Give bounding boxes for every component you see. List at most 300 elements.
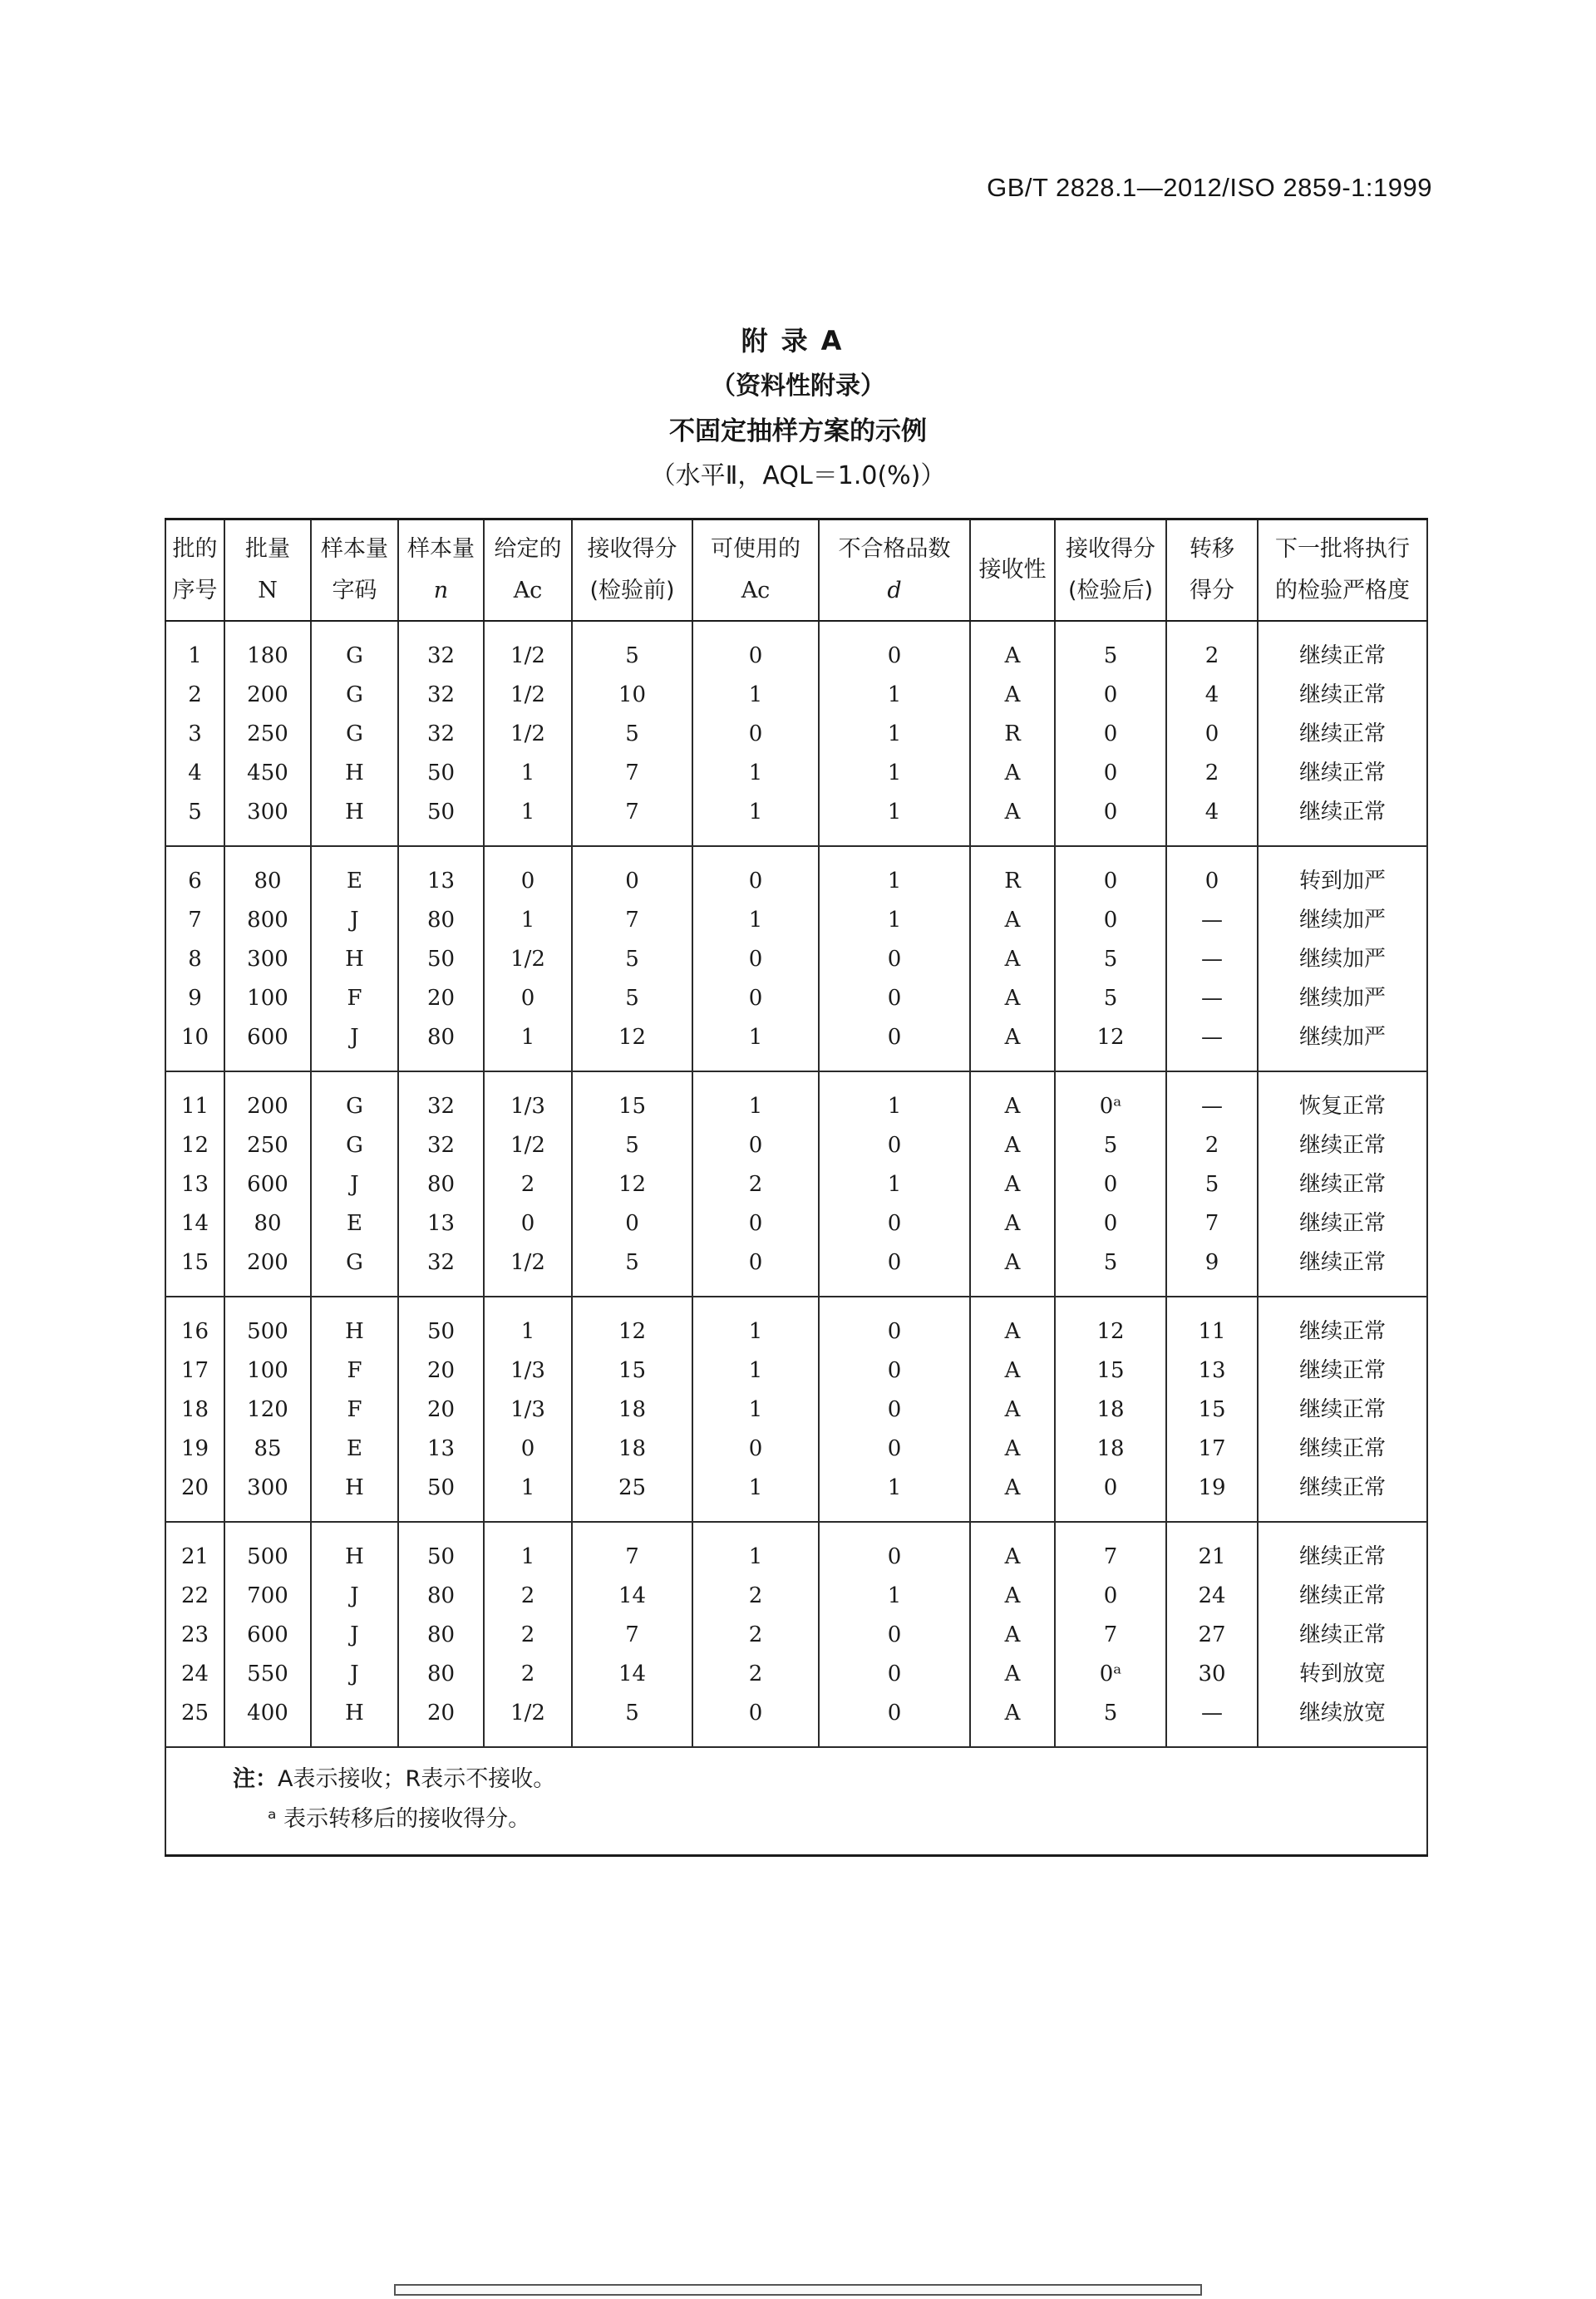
table-cell: 1: [819, 754, 970, 793]
table-cell: G: [311, 1243, 398, 1297]
table-cell: J: [311, 901, 398, 940]
table-cell: —: [1166, 940, 1258, 979]
table-cell: A: [970, 1430, 1055, 1469]
table-cell: 1/2: [484, 940, 572, 979]
table-cell: A: [970, 1204, 1055, 1243]
table-row: [165, 1165, 1427, 1204]
table-cell: 1: [819, 715, 970, 754]
table-cell: 21: [165, 1522, 224, 1577]
page-footer-bar: [394, 2284, 1202, 2296]
table-cell: 1: [819, 1577, 970, 1616]
table-row: [165, 1297, 1427, 1351]
table-row: [165, 1522, 1427, 1577]
table-cell: 继续正常: [1258, 1430, 1427, 1469]
table-cell: 22: [165, 1577, 224, 1616]
table-cell: —: [1166, 1018, 1258, 1071]
col-header-switching-score: 转移 得分: [1166, 519, 1258, 622]
table-cell: G: [311, 1126, 398, 1165]
table-cell: A: [970, 1351, 1055, 1391]
table-cell: 600: [224, 1165, 311, 1204]
table-cell: 1: [692, 1018, 819, 1071]
table-cell: 0: [1055, 793, 1166, 846]
table-cell: 5: [572, 1243, 692, 1297]
table-cell: A: [970, 1243, 1055, 1297]
table-cell: 1: [692, 1071, 819, 1126]
table-cell: A: [970, 1616, 1055, 1655]
table-cell: 250: [224, 1126, 311, 1165]
table-cell: 5: [572, 621, 692, 676]
table-cell: 4: [1166, 676, 1258, 715]
table-row: [165, 793, 1427, 846]
sampling-plan-table: [165, 518, 1428, 1857]
table-cell: 0: [819, 1018, 970, 1071]
standard-code: GB/T 2828.1—2012/ISO 2859-1:1999: [987, 173, 1432, 202]
table-cell: 0: [1055, 1165, 1166, 1204]
table-cell: 1/2: [484, 1126, 572, 1165]
table-cell: 10: [165, 1018, 224, 1071]
table-cell: 200: [224, 1243, 311, 1297]
table-cell: —: [1166, 1071, 1258, 1126]
table-cell: A: [970, 1391, 1055, 1430]
table-cell: 0: [1055, 754, 1166, 793]
table-cell: 15: [165, 1243, 224, 1297]
table-cell: 2: [484, 1616, 572, 1655]
col-header-sample-size: 样本量 n: [398, 519, 484, 622]
table-cell: 0: [692, 1694, 819, 1747]
table-cell: H: [311, 793, 398, 846]
table-cell: 0: [1055, 715, 1166, 754]
table-cell: 400: [224, 1694, 311, 1747]
table-cell: 5: [1055, 979, 1166, 1018]
table-cell: 80: [224, 1204, 311, 1243]
table-cell: A: [970, 1577, 1055, 1616]
table-row: [165, 715, 1427, 754]
table-cell: A: [970, 1694, 1055, 1747]
table-cell: 50: [398, 1522, 484, 1577]
table-cell: R: [970, 846, 1055, 901]
table-cell: 1: [819, 793, 970, 846]
table-cell: 继续正常: [1258, 1165, 1427, 1204]
table-cell: 0: [819, 1616, 970, 1655]
table-cell: A: [970, 1126, 1055, 1165]
table-cell: 30: [1166, 1655, 1258, 1694]
table-cell: 1: [692, 1297, 819, 1351]
table-cell: 1: [692, 754, 819, 793]
table-cell: 0ᵃ: [1055, 1071, 1166, 1126]
table-cell: 300: [224, 940, 311, 979]
table-cell: 7: [1166, 1204, 1258, 1243]
table-cell: 0: [692, 1430, 819, 1469]
table-cell: 继续正常: [1258, 715, 1427, 754]
table-row: [165, 1469, 1427, 1522]
table-cell: 0: [819, 1243, 970, 1297]
table-cell: 1/2: [484, 1694, 572, 1747]
table-cell: G: [311, 676, 398, 715]
table-cell: 500: [224, 1297, 311, 1351]
table-row: [165, 1655, 1427, 1694]
table-cell: A: [970, 1018, 1055, 1071]
table-cell: 14: [572, 1655, 692, 1694]
table-cell: 1: [692, 1469, 819, 1522]
table-cell: 80: [398, 1655, 484, 1694]
table-header-row: [165, 519, 1427, 622]
table-row: [165, 1351, 1427, 1391]
table-cell: —: [1166, 979, 1258, 1018]
table-cell: 0: [692, 1204, 819, 1243]
table-cell: 继续正常: [1258, 1297, 1427, 1351]
table-cell: 1: [819, 901, 970, 940]
table-cell: A: [970, 1071, 1055, 1126]
table-cell: A: [970, 901, 1055, 940]
table-cell: 7: [572, 901, 692, 940]
table-cell: A: [970, 621, 1055, 676]
table-cell: 5: [1055, 1126, 1166, 1165]
table-cell: 19: [1166, 1469, 1258, 1522]
table-cell: 继续正常: [1258, 793, 1427, 846]
table-cell: 20: [165, 1469, 224, 1522]
table-row: [165, 846, 1427, 901]
table-body: [165, 621, 1427, 1747]
table-cell: 1: [819, 846, 970, 901]
table-cell: 继续正常: [1258, 1243, 1427, 1297]
table-cell: 继续正常: [1258, 1391, 1427, 1430]
table-cell: 2: [692, 1165, 819, 1204]
table-cell: 7: [572, 754, 692, 793]
table-cell: 7: [572, 1616, 692, 1655]
table-cell: 9: [1166, 1243, 1258, 1297]
table-cell: —: [1166, 1694, 1258, 1747]
table-cell: 32: [398, 676, 484, 715]
table-cell: 5: [1166, 1165, 1258, 1204]
table-cell: 3: [165, 715, 224, 754]
table-row: [165, 1018, 1427, 1071]
table-cell: E: [311, 1204, 398, 1243]
table-cell: 恢复正常: [1258, 1071, 1427, 1126]
table-cell: 50: [398, 1469, 484, 1522]
table-cell: 1/3: [484, 1351, 572, 1391]
col-header-next-severity: 下一批将执行 的检验严格度: [1258, 519, 1427, 622]
table-cell: 0: [572, 1204, 692, 1243]
table-cell: 2: [1166, 1126, 1258, 1165]
table-cell: —: [1166, 901, 1258, 940]
table-cell: 0ᵃ: [1055, 1655, 1166, 1694]
table-cell: 13: [398, 1204, 484, 1243]
table-cell: 5: [572, 715, 692, 754]
table-cell: 14: [165, 1204, 224, 1243]
col-header-usable-ac: 可使用的 Ac: [692, 519, 819, 622]
table-cell: 80: [398, 1165, 484, 1204]
table-cell: J: [311, 1616, 398, 1655]
table-cell: 0: [484, 979, 572, 1018]
table-cell: 0: [1055, 846, 1166, 901]
table-cell: 1/2: [484, 676, 572, 715]
table-cell: 继续放宽: [1258, 1694, 1427, 1747]
col-header-lot-no: 批的 序号: [165, 519, 224, 622]
table-cell: 0: [692, 940, 819, 979]
table-cell: J: [311, 1018, 398, 1071]
table-cell: 700: [224, 1577, 311, 1616]
table-cell: 200: [224, 1071, 311, 1126]
table-cell: 20: [398, 1694, 484, 1747]
table-cell: 继续正常: [1258, 1469, 1427, 1522]
table-cell: A: [970, 1297, 1055, 1351]
table-cell: 16: [165, 1297, 224, 1351]
note-line-1: A表示接收；R表示不接收。: [278, 1766, 556, 1792]
table-cell: 4: [1166, 793, 1258, 846]
note-row: [165, 1747, 1427, 1856]
table-cell: 1: [692, 1522, 819, 1577]
table-cell: 2: [1166, 754, 1258, 793]
table-cell: 1: [484, 1297, 572, 1351]
table-cell: 转到加严: [1258, 846, 1427, 901]
table-cell: 1: [819, 1165, 970, 1204]
table-cell: 0: [692, 1126, 819, 1165]
table-cell: A: [970, 676, 1055, 715]
table-cell: 18: [572, 1391, 692, 1430]
table-cell: 80: [398, 1616, 484, 1655]
table-cell: 继续正常: [1258, 1522, 1427, 1577]
table-row: [165, 621, 1427, 676]
col-header-code-letter: 样本量 字码: [311, 519, 398, 622]
table-cell: 450: [224, 754, 311, 793]
table-cell: 80: [224, 846, 311, 901]
table-cell: 600: [224, 1018, 311, 1071]
table-cell: 18: [165, 1391, 224, 1430]
table-cell: 20: [398, 1351, 484, 1391]
table-cell: 32: [398, 621, 484, 676]
table-cell: 2: [484, 1577, 572, 1616]
table-cell: 32: [398, 1126, 484, 1165]
table-cell: F: [311, 1351, 398, 1391]
table-cell: 300: [224, 793, 311, 846]
table-cell: 800: [224, 901, 311, 940]
table-cell: J: [311, 1655, 398, 1694]
table-cell: 0: [1055, 1204, 1166, 1243]
table-cell: G: [311, 715, 398, 754]
col-header-nonconforming: 不合格品数 d: [819, 519, 970, 622]
table-cell: 50: [398, 1297, 484, 1351]
table-cell: 200: [224, 676, 311, 715]
table-cell: J: [311, 1577, 398, 1616]
note-line-2: ᵃ 表示转移后的接收得分。: [268, 1806, 531, 1832]
table-row: [165, 1577, 1427, 1616]
table-cell: 1: [484, 901, 572, 940]
table-cell: 1: [165, 621, 224, 676]
table-cell: 85: [224, 1430, 311, 1469]
table-cell: H: [311, 754, 398, 793]
table-row: [165, 1694, 1427, 1747]
table-cell: 0: [1055, 676, 1166, 715]
table-cell: 23: [165, 1616, 224, 1655]
table-cell: E: [311, 1430, 398, 1469]
table-cell: 继续加严: [1258, 940, 1427, 979]
table-cell: 5: [572, 1126, 692, 1165]
table-cell: 10: [572, 676, 692, 715]
table-cell: 0: [819, 979, 970, 1018]
table-cell: 100: [224, 1351, 311, 1391]
col-header-score-after: 接收得分 (检验后): [1055, 519, 1166, 622]
table-cell: 1: [692, 901, 819, 940]
table-cell: G: [311, 621, 398, 676]
table-cell: 1: [692, 1351, 819, 1391]
table-cell: 32: [398, 1243, 484, 1297]
table-cell: 50: [398, 754, 484, 793]
table-cell: 17: [1166, 1430, 1258, 1469]
table-row: [165, 901, 1427, 940]
table-cell: 12: [165, 1126, 224, 1165]
table-cell: 8: [165, 940, 224, 979]
table-row: [165, 676, 1427, 715]
table-cell: 1: [819, 1071, 970, 1126]
table-cell: 13: [398, 846, 484, 901]
table-cell: 0: [1166, 846, 1258, 901]
table-cell: E: [311, 846, 398, 901]
table-cell: 继续加严: [1258, 901, 1427, 940]
table-row: [165, 1204, 1427, 1243]
table-cell: 11: [165, 1071, 224, 1126]
table-cell: 1: [484, 793, 572, 846]
table-cell: 1/2: [484, 715, 572, 754]
table-cell: 80: [398, 901, 484, 940]
table-cell: 1: [692, 1391, 819, 1430]
table-cell: 0: [572, 846, 692, 901]
table-cell: 50: [398, 940, 484, 979]
table-row: [165, 940, 1427, 979]
table-cell: 80: [398, 1018, 484, 1071]
table-cell: 7: [1055, 1522, 1166, 1577]
table-cell: 7: [1055, 1616, 1166, 1655]
table-cell: 2: [484, 1655, 572, 1694]
table-cell: 18: [1055, 1430, 1166, 1469]
table-cell: 2: [692, 1655, 819, 1694]
col-header-given-ac: 给定的 Ac: [484, 519, 572, 622]
table-cell: H: [311, 1297, 398, 1351]
table-cell: 1/3: [484, 1071, 572, 1126]
table-cell: 5: [572, 940, 692, 979]
table-cell: 18: [572, 1430, 692, 1469]
table-cell: 继续加严: [1258, 1018, 1427, 1071]
table-cell: 7: [165, 901, 224, 940]
table-cell: 80: [398, 1577, 484, 1616]
table-cell: 1: [484, 1469, 572, 1522]
annex-headings: [0, 320, 1596, 500]
table-cell: 0: [1055, 1469, 1166, 1522]
note-label: 注：: [233, 1766, 278, 1792]
table-cell: 0: [819, 1297, 970, 1351]
table-cell: 12: [572, 1165, 692, 1204]
table-cell: 24: [165, 1655, 224, 1694]
table-cell: 继续加严: [1258, 979, 1427, 1018]
table-cell: G: [311, 1071, 398, 1126]
table-cell: F: [311, 979, 398, 1018]
table-cell: 继续正常: [1258, 1577, 1427, 1616]
table-cell: 5: [572, 1694, 692, 1747]
table-cell: 0: [819, 1655, 970, 1694]
table-cell: 15: [572, 1071, 692, 1126]
table-cell: 32: [398, 1071, 484, 1126]
col-header-lot-size: 批量 N: [224, 519, 311, 622]
table-cell: 0: [819, 1391, 970, 1430]
table-cell: 27: [1166, 1616, 1258, 1655]
table-cell: 0: [819, 1204, 970, 1243]
table-cell: 15: [1055, 1351, 1166, 1391]
table-cell: 17: [165, 1351, 224, 1391]
table-cell: 25: [165, 1694, 224, 1747]
table-cell: 9: [165, 979, 224, 1018]
table-cell: 0: [484, 1204, 572, 1243]
table-cell: A: [970, 793, 1055, 846]
table-cell: 32: [398, 715, 484, 754]
table-cell: 转到放宽: [1258, 1655, 1427, 1694]
table-cell: H: [311, 1694, 398, 1747]
table-cell: 50: [398, 793, 484, 846]
table-cell: 5: [572, 979, 692, 1018]
table-cell: 0: [692, 1243, 819, 1297]
table-cell: 25: [572, 1469, 692, 1522]
table-cell: 550: [224, 1655, 311, 1694]
table-cell: 继续正常: [1258, 621, 1427, 676]
table-cell: 0: [1166, 715, 1258, 754]
table-cell: 12: [572, 1297, 692, 1351]
table-cell: 5: [1055, 940, 1166, 979]
table-cell: 继续正常: [1258, 1616, 1427, 1655]
table-cell: 11: [1166, 1297, 1258, 1351]
table-cell: 1: [819, 676, 970, 715]
annex-condition: （水平Ⅱ，AQL＝1.0(%)）: [650, 461, 946, 490]
table-row: [165, 1071, 1427, 1126]
table-cell: A: [970, 1655, 1055, 1694]
table-cell: 300: [224, 1469, 311, 1522]
table-cell: 1: [484, 754, 572, 793]
table-cell: 1/3: [484, 1391, 572, 1430]
table-cell: 0: [1055, 901, 1166, 940]
table-cell: 180: [224, 621, 311, 676]
table-cell: 0: [1055, 1577, 1166, 1616]
table-note: [165, 1747, 1427, 1856]
table-cell: 继续正常: [1258, 676, 1427, 715]
table-cell: 0: [819, 1694, 970, 1747]
table-cell: 13: [165, 1165, 224, 1204]
table-cell: 120: [224, 1391, 311, 1430]
table-row: [165, 1616, 1427, 1655]
table-cell: 24: [1166, 1577, 1258, 1616]
table-row: [165, 1391, 1427, 1430]
table-cell: A: [970, 1522, 1055, 1577]
table-cell: 1: [484, 1522, 572, 1577]
table-cell: 5: [165, 793, 224, 846]
table-cell: 7: [572, 1522, 692, 1577]
table-cell: 100: [224, 979, 311, 1018]
table-cell: A: [970, 1469, 1055, 1522]
table-cell: 0: [692, 715, 819, 754]
col-header-score-before: 接收得分 (检验前): [572, 519, 692, 622]
table-cell: 2: [1166, 621, 1258, 676]
table-cell: J: [311, 1165, 398, 1204]
table-cell: 1/2: [484, 1243, 572, 1297]
col-header-acceptability: 接收性: [970, 519, 1055, 622]
table-cell: 600: [224, 1616, 311, 1655]
table-cell: 0: [819, 1430, 970, 1469]
table-cell: 1: [692, 793, 819, 846]
table-cell: 20: [398, 1391, 484, 1430]
table-cell: 20: [398, 979, 484, 1018]
table-cell: A: [970, 940, 1055, 979]
table-cell: 0: [819, 1522, 970, 1577]
table-cell: 13: [1166, 1351, 1258, 1391]
table-cell: 5: [1055, 1694, 1166, 1747]
table-cell: 继续正常: [1258, 754, 1427, 793]
table-cell: 继续正常: [1258, 1126, 1427, 1165]
